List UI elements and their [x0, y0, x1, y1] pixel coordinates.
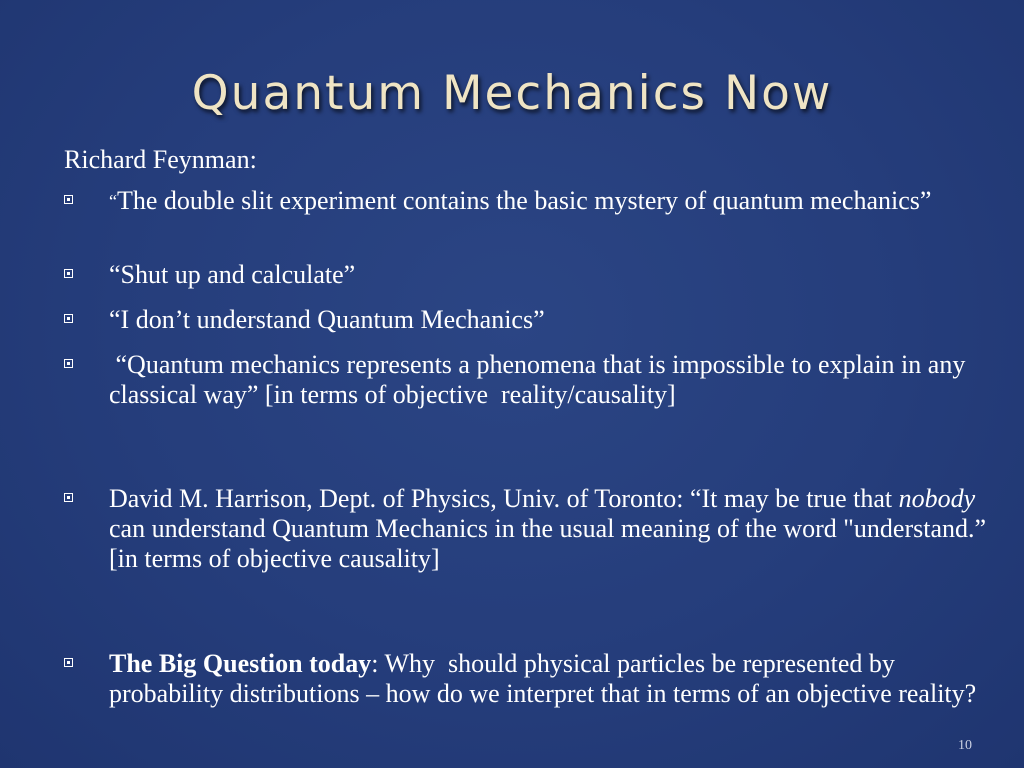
- bullet-text: The double slit experiment contains the basic mystery of quantum mechanics”: [117, 186, 932, 215]
- square-bullet-icon: [64, 195, 73, 204]
- bullet-text: “Shut up and calculate”: [109, 260, 356, 289]
- intro-line: Richard Feynman:: [64, 145, 257, 174]
- bullet-text: “Quantum mechanics represents a phenomena that is impossible to explain in any classical way” [in terms of objective reality/causality]: [109, 350, 972, 409]
- open-quote-mark: “: [109, 191, 117, 211]
- bullet-item-4: [64, 350, 994, 410]
- square-bullet-icon: [64, 314, 73, 323]
- bullet-text-after: : Why should physical particles be represented by probability distributions – how do we interpret that in terms of an objective reality?: [109, 649, 977, 708]
- bullet-item-2: [64, 260, 994, 290]
- bullet-text: “I don’t understand Quantum Mechanics”: [109, 305, 545, 334]
- bullet-text-before: David M. Harrison, Dept. of Physics, Univ. of Toronto: “It may be true that: [109, 484, 899, 513]
- bullet-item-5: [64, 484, 994, 574]
- square-bullet-icon: [64, 658, 73, 667]
- bullet-item-6: [64, 649, 994, 709]
- slide-title: Quantum Mechanics Now: [191, 66, 833, 121]
- square-bullet-icon: [64, 269, 73, 278]
- square-bullet-icon: [64, 359, 73, 368]
- bullet-item-3: [64, 305, 994, 335]
- bullet-item-1: [64, 186, 994, 216]
- page-number: 10: [958, 738, 972, 753]
- bullet-text-bold: The Big Question today: [109, 649, 372, 678]
- bullet-text-italic: nobody: [898, 484, 976, 513]
- square-bullet-icon: [64, 493, 73, 502]
- bullet-text-after: can understand Quantum Mechanics in the usual meaning of the word "understand.” [in terms of objective causality]: [109, 514, 987, 573]
